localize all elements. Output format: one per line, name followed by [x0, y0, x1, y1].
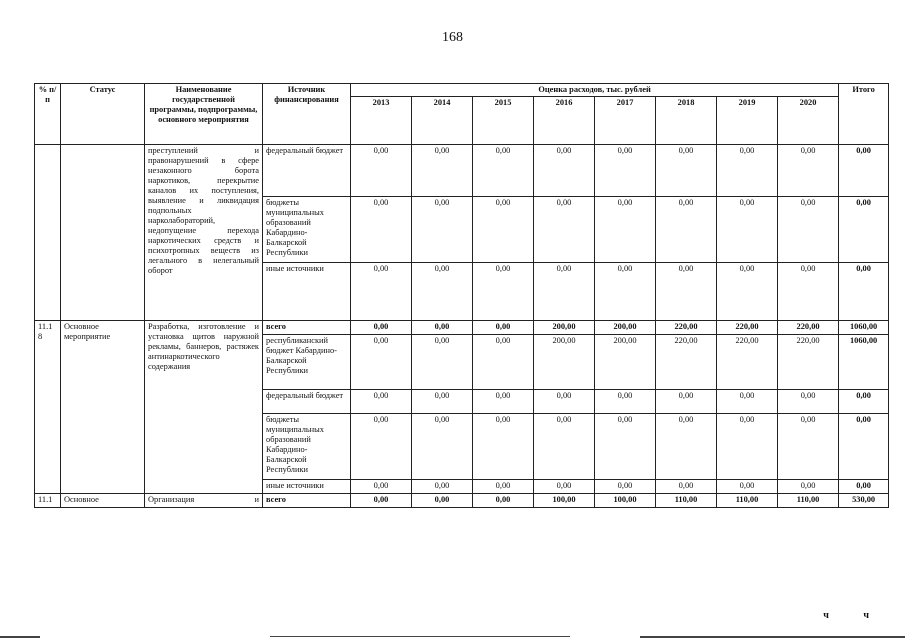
value-cell: 0,00	[473, 263, 534, 321]
value-cell: 0,00	[656, 390, 717, 414]
value-cell: 0,00	[534, 263, 595, 321]
value-cell: 100,00	[595, 494, 656, 508]
total-cell: 0,00	[839, 197, 889, 263]
value-cell: 0,00	[595, 197, 656, 263]
header-total: Итого	[839, 84, 889, 145]
header-status: Статус	[61, 84, 145, 145]
value-cell: 0,00	[351, 390, 412, 414]
value-cell: 0,00	[778, 145, 839, 197]
value-cell: 0,00	[534, 480, 595, 494]
row-status: Основное мероприятие	[61, 321, 145, 494]
row-source: бюджеты муниципальных образований Кабардино-Балкарской Республики	[263, 197, 351, 263]
header-estimate: Оценка расходов, тыс. рублей	[351, 84, 839, 97]
value-cell: 0,00	[412, 145, 473, 197]
value-cell: 0,00	[351, 197, 412, 263]
value-cell: 0,00	[778, 390, 839, 414]
table-row	[35, 321, 889, 335]
total-cell: 0,00	[839, 263, 889, 321]
value-cell: 200,00	[595, 321, 656, 335]
value-cell: 0,00	[778, 263, 839, 321]
value-cell: 220,00	[778, 321, 839, 335]
value-cell: 0,00	[351, 494, 412, 508]
total-cell: 530,00	[839, 494, 889, 508]
value-cell: 220,00	[656, 335, 717, 390]
value-cell: 0,00	[412, 480, 473, 494]
value-cell: 0,00	[534, 145, 595, 197]
row-status: Основное	[61, 494, 145, 508]
header-source: Источник финансирования	[263, 84, 351, 145]
value-cell: 0,00	[412, 390, 473, 414]
value-cell: 0,00	[656, 145, 717, 197]
value-cell: 0,00	[351, 335, 412, 390]
value-cell: 0,00	[351, 414, 412, 480]
header-year: 2019	[717, 97, 778, 145]
value-cell: 0,00	[473, 414, 534, 480]
header-year: 2018	[656, 97, 717, 145]
value-cell: 0,00	[351, 321, 412, 335]
table-row	[35, 145, 889, 197]
row-num: 11.1 8	[35, 321, 61, 494]
footer-mark: ч ч	[823, 610, 885, 621]
row-num: 11.1	[35, 494, 61, 508]
page-number: 168	[442, 30, 463, 45]
value-cell: 200,00	[534, 335, 595, 390]
table-row	[35, 494, 889, 508]
value-cell: 0,00	[717, 145, 778, 197]
scan-artifact	[0, 636, 40, 638]
header-num: % п/п	[35, 84, 61, 145]
row-name: Организация и	[145, 494, 263, 508]
row-source: бюджеты муниципальных образований Кабардино-Балкарской Республики	[263, 414, 351, 480]
value-cell: 0,00	[412, 197, 473, 263]
row-source: всего	[263, 494, 351, 508]
table-body	[35, 145, 889, 508]
value-cell: 0,00	[412, 263, 473, 321]
header-year: 2014	[412, 97, 473, 145]
row-name: преступлений и правонарушений в сфере незаконного борота наркотиков, перекрытие каналов их поступления, выявление и ликвидация подпольных нарколабораторий, недопущение перехода наркотических средств и психотропных веществ из легального в нелегальный оборот	[145, 145, 263, 321]
row-source: федеральный бюджет	[263, 145, 351, 197]
value-cell: 0,00	[534, 414, 595, 480]
value-cell: 110,00	[656, 494, 717, 508]
total-cell: 0,00	[839, 390, 889, 414]
value-cell: 0,00	[656, 480, 717, 494]
value-cell: 0,00	[351, 263, 412, 321]
value-cell: 0,00	[778, 197, 839, 263]
value-cell: 0,00	[717, 263, 778, 321]
scan-artifact	[640, 636, 905, 638]
value-cell: 0,00	[534, 197, 595, 263]
value-cell: 220,00	[717, 335, 778, 390]
value-cell: 0,00	[473, 480, 534, 494]
row-num	[35, 145, 61, 321]
value-cell: 0,00	[534, 390, 595, 414]
value-cell: 0,00	[473, 494, 534, 508]
expenses-table	[34, 83, 889, 508]
value-cell: 0,00	[595, 414, 656, 480]
value-cell: 0,00	[595, 145, 656, 197]
total-cell: 0,00	[839, 145, 889, 197]
value-cell: 0,00	[473, 197, 534, 263]
row-source: республиканский бюджет Кабардино-Балкарской Республики	[263, 335, 351, 390]
value-cell: 0,00	[412, 494, 473, 508]
value-cell: 220,00	[778, 335, 839, 390]
value-cell: 200,00	[534, 321, 595, 335]
scan-artifact	[270, 636, 570, 637]
header-year: 2015	[473, 97, 534, 145]
value-cell: 0,00	[778, 414, 839, 480]
header-year: 2017	[595, 97, 656, 145]
value-cell: 0,00	[656, 414, 717, 480]
value-cell: 0,00	[473, 145, 534, 197]
value-cell: 110,00	[717, 494, 778, 508]
value-cell: 220,00	[656, 321, 717, 335]
value-cell: 0,00	[778, 480, 839, 494]
value-cell: 0,00	[656, 197, 717, 263]
value-cell: 0,00	[656, 263, 717, 321]
value-cell: 0,00	[351, 145, 412, 197]
value-cell: 220,00	[717, 321, 778, 335]
value-cell: 0,00	[595, 480, 656, 494]
value-cell: 0,00	[412, 321, 473, 335]
row-source: иные источники	[263, 263, 351, 321]
header-year: 2020	[778, 97, 839, 145]
header-name: Наименование государственной программы, подпрограммы, основного мероприятия	[145, 84, 263, 145]
value-cell: 0,00	[595, 263, 656, 321]
total-cell: 0,00	[839, 414, 889, 480]
value-cell: 0,00	[473, 335, 534, 390]
row-source: всего	[263, 321, 351, 335]
value-cell: 0,00	[717, 197, 778, 263]
row-status	[61, 145, 145, 321]
header-year: 2016	[534, 97, 595, 145]
value-cell: 0,00	[473, 321, 534, 335]
value-cell: 0,00	[717, 414, 778, 480]
total-cell: 1060,00	[839, 321, 889, 335]
value-cell: 100,00	[534, 494, 595, 508]
header-year: 2013	[351, 97, 412, 145]
value-cell: 0,00	[412, 335, 473, 390]
value-cell: 0,00	[473, 390, 534, 414]
value-cell: 0,00	[717, 390, 778, 414]
row-source: федеральный бюджет	[263, 390, 351, 414]
row-name: Разработка, изготовление и установка щитов наружной рекламы, баннеров, растяжек антинаркотического содержания	[145, 321, 263, 494]
value-cell: 110,00	[778, 494, 839, 508]
value-cell: 0,00	[717, 480, 778, 494]
value-cell: 0,00	[351, 480, 412, 494]
value-cell: 0,00	[595, 390, 656, 414]
total-cell: 0,00	[839, 480, 889, 494]
total-cell: 1060,00	[839, 335, 889, 390]
row-source: иные источники	[263, 480, 351, 494]
value-cell: 200,00	[595, 335, 656, 390]
value-cell: 0,00	[412, 414, 473, 480]
